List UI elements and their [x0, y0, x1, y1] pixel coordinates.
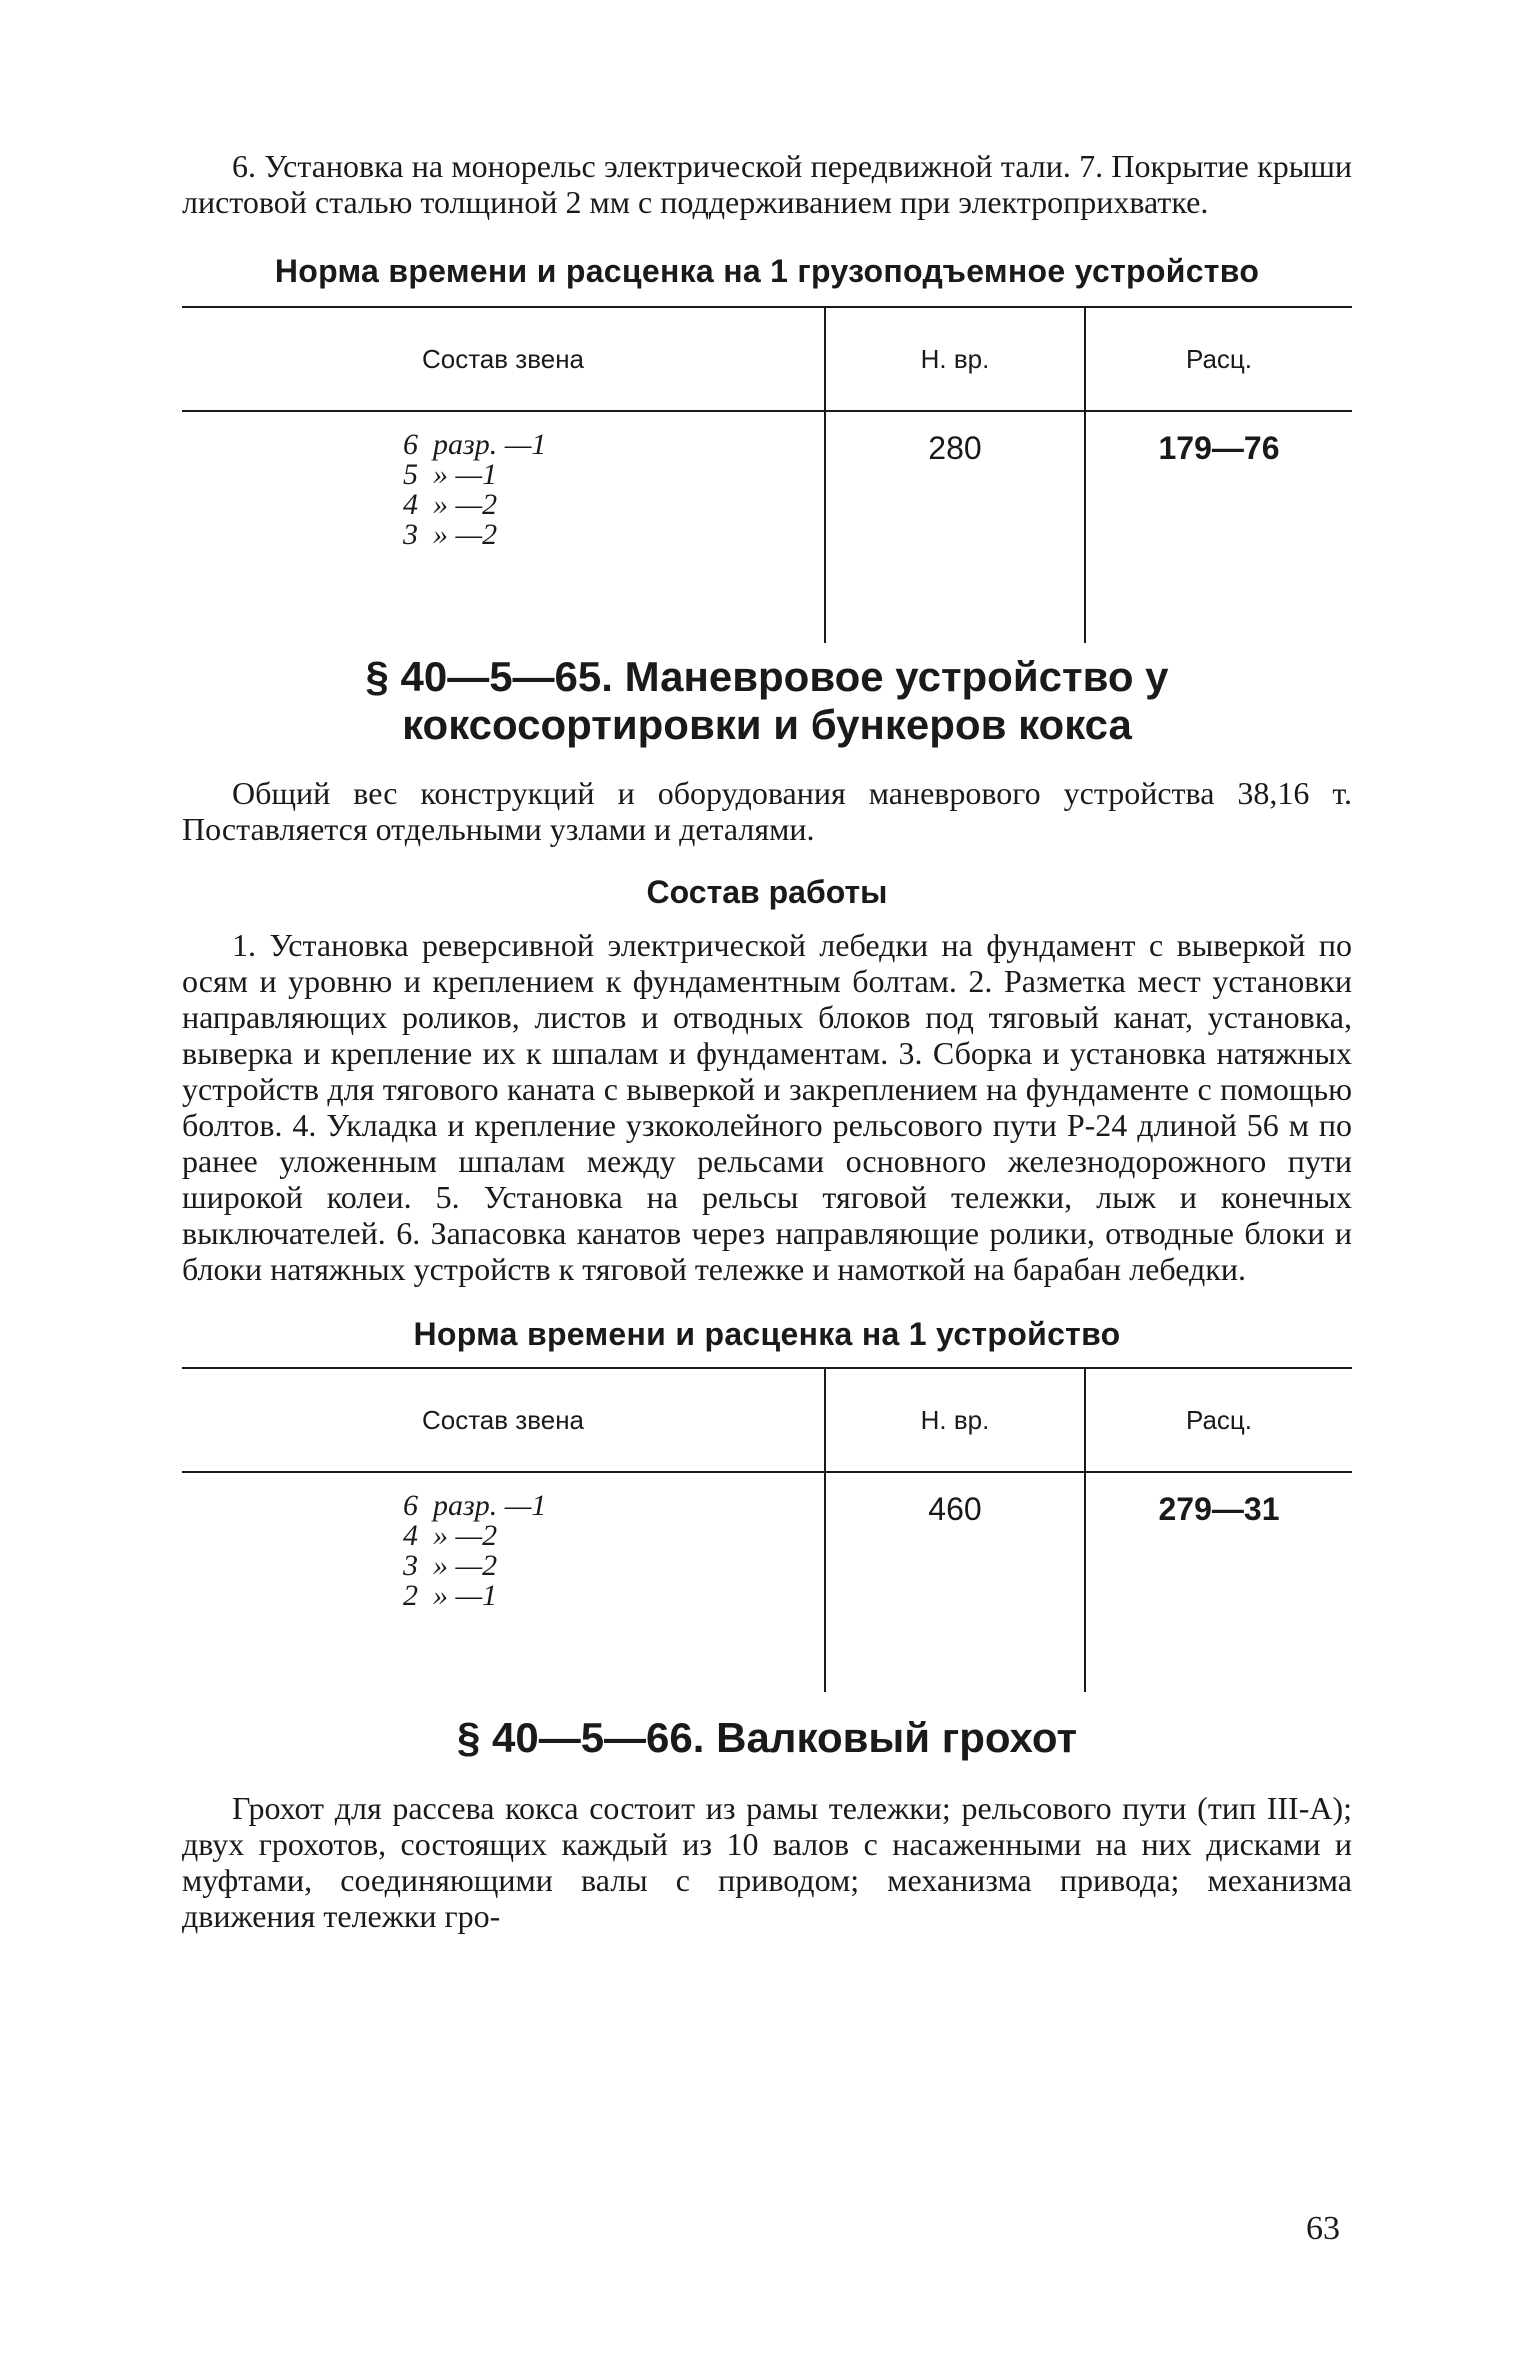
intro-paragraph: 6. Установка на монорельс электрической передвижной тали. 7. Покрытие крыши листовой сталью толщиной 2 мм с поддерживанием при электроприхватке.: [182, 148, 1352, 220]
crew-label: » —2: [433, 1549, 498, 1582]
section2-text: Грохот для рассева кокса состоит из рамы тележки; рельсового пути (тип III-А); двух грохотов, состоящих каждый из 10 валов с насаженными на них дисками и муфтами, соединяющими валы с приводом; механизма привода; механизма движения тележки гро-: [182, 1790, 1352, 1934]
crew-label: » —2: [433, 518, 498, 551]
crew-row: [403, 1491, 823, 1521]
section2-title: § 40—5—66. Валковый грохот: [456, 1714, 1078, 1761]
crew-grade: 5: [403, 458, 418, 491]
table2: [182, 1367, 1352, 1692]
table1: [182, 306, 1352, 643]
crew-row: [403, 430, 823, 460]
table1-hours: 280: [825, 411, 1085, 643]
crew-grade: 3: [403, 518, 418, 551]
table2-crew-cell: [182, 1472, 825, 1692]
table2-rate: 279—31: [1158, 1491, 1280, 1527]
section1-description: Общий вес конструкций и оборудования маневрового устройства 38,16 т. Поставляется отдельными узлами и деталями.: [182, 775, 1352, 847]
table2-header-hours: Н. вр.: [825, 1368, 1085, 1472]
crew-grade: 2: [403, 1579, 418, 1612]
crew-label: » —1: [433, 1579, 498, 1612]
table2-hours: 460: [825, 1472, 1085, 1692]
table1-crew-list: [403, 430, 823, 550]
work-composition-text: 1. Установка реверсивной электрической лебедки на фундамент с выверкой по осям и уровню и креплением к фундаментным болтам. 2. Разметка мест установки направляющих роликов, листов и отводных блоков под тяговый канат, установка, выверка и крепление их к шпалам и фундаментам. 3. Сборка и установка натяжных устройств для тягового каната с выверкой и закреплением на фундаменте с помощью болтов. 4. Укладка и крепление узкоколейного рельсового пути Р-24 длиной 56 м по ранее уложенным шпалам между рельсами основного железнодорожного пути широкой колеи. 5. Установка на рельсы тяговой тележки, лыж и конечных выключателей. 6. Запасовка канатов через направляющие ролики, отводные блоки и блоки натяжных устройств к тяговой тележке и намоткой на барабан лебедки.: [182, 927, 1352, 1287]
crew-row: [403, 490, 823, 520]
table1-crew-cell: [182, 411, 825, 643]
work-composition-title: Состав работы: [646, 874, 888, 910]
crew-grade: 4: [403, 488, 418, 521]
table1-header-crew: Состав звена: [182, 307, 825, 411]
crew-grade: 4: [403, 1519, 418, 1552]
table1-header-rate: Расц.: [1085, 307, 1352, 411]
section1-title: § 40—5—65. Маневровое устройство у коксосортировки и бункеров кокса: [365, 653, 1169, 748]
crew-label: » —2: [433, 1519, 498, 1552]
table2-crew-list: [403, 1491, 823, 1611]
table2-header-crew: Состав звена: [182, 1368, 825, 1472]
crew-row: [403, 1551, 823, 1581]
table1-rate: 179—76: [1158, 430, 1280, 466]
crew-row: [403, 460, 823, 490]
crew-label: разр. —1: [433, 428, 547, 461]
crew-grade: 6: [403, 428, 418, 461]
crew-label: разр. —1: [433, 1489, 547, 1522]
table2-header-rate: Расц.: [1085, 1368, 1352, 1472]
crew-label: » —1: [433, 458, 498, 491]
crew-row: [403, 1521, 823, 1551]
table2-title: Норма времени и расценка на 1 устройство: [413, 1316, 1121, 1352]
page-number: 63: [1306, 2210, 1340, 2247]
table1-title: Норма времени и расценка на 1 грузоподъемное устройство: [274, 253, 1260, 289]
crew-label: » —2: [433, 488, 498, 521]
crew-row: [403, 520, 823, 550]
crew-row: [403, 1581, 823, 1611]
crew-grade: 3: [403, 1549, 418, 1582]
page-content: [182, 148, 1352, 1934]
crew-grade: 6: [403, 1489, 418, 1522]
table1-header-hours: Н. вр.: [825, 307, 1085, 411]
